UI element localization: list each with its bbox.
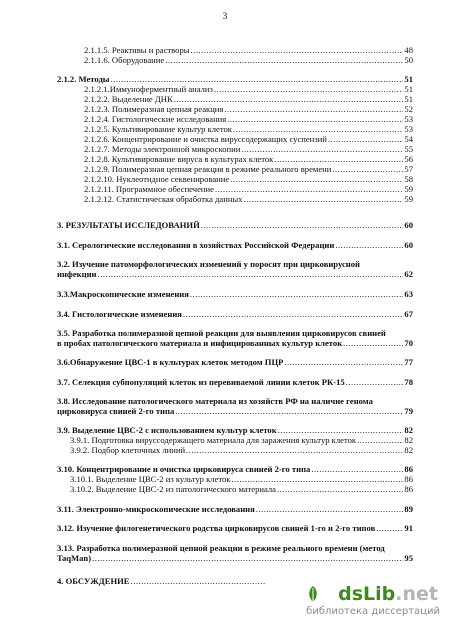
- toc-entry-3-10-1[interactable]: [70, 474, 413, 484]
- toc-entry-page: 82: [404, 445, 413, 455]
- toc-entry-page: 79: [404, 406, 413, 416]
- toc-entry-title: TaqMan): [57, 553, 92, 563]
- toc-entry-3[interactable]: [57, 220, 413, 230]
- toc-entry-page: 86: [404, 484, 413, 494]
- toc-entry-page: 50: [404, 55, 413, 65]
- toc-entry-title: 2.1.1.6. Оборудование: [84, 55, 165, 65]
- toc-entry-page: 82: [404, 425, 413, 435]
- toc-entry-title: 2.1.2.8. Культивирование вируса в культурах клеток: [84, 154, 274, 164]
- toc-entry-title: 3.6.Обнаружение ЦВС-1 в культурах клеток методом ПЦР: [57, 357, 284, 367]
- toc-entry-3-1[interactable]: [57, 240, 413, 250]
- toc-entry-3-5-line1: 3.5. Разработка полимеразной цепной реакции для выявления цирковирусов свиней: [57, 328, 386, 338]
- toc-entry-title: 3.3.Макроскопические изменения: [57, 289, 189, 299]
- toc-entry-3-7[interactable]: [57, 377, 413, 387]
- toc-entry-page: 78: [404, 377, 413, 387]
- toc-entry-title: 2.1.2.4. Гистологические исследования: [84, 114, 227, 124]
- toc-entry-title: 2.1.2.3. Полимеразная цепная реакция: [84, 104, 224, 114]
- toc-entry-title: 3.9. Выделение ЦВС-2 с использованием культур клеток: [57, 425, 277, 435]
- toc-entry-page: 89: [404, 504, 413, 514]
- toc-entry-3-8-line1: 3.8. Исследование патологического материала из хозяйств РФ на наличие генома: [57, 396, 373, 406]
- watermark-logo: dsLib.net: [338, 583, 438, 605]
- toc-entry-3-12[interactable]: [57, 523, 413, 533]
- toc-entry-2-1-2-12[interactable]: [84, 194, 413, 204]
- toc-entry-page: 86: [404, 474, 413, 484]
- toc-entry-title: 2.1.2.2. Выделение ДНК: [84, 94, 173, 104]
- toc-entry-title: 2.1.2. Методы: [57, 74, 110, 84]
- toc-entry-3-2[interactable]: [57, 269, 413, 279]
- toc-entry-2-1-1-5[interactable]: [84, 45, 413, 55]
- toc-entry-3-9[interactable]: [57, 425, 413, 435]
- toc-entry-title: 3.12. Изучение филогенетического родства цирковирусов свиней 1-го и 2-го типов: [57, 523, 376, 533]
- toc-entry-2-1-2-5[interactable]: [84, 124, 413, 134]
- toc-entry-page: 91: [404, 523, 413, 533]
- toc-entry-title: 3.10.2. Выделение ЦВС-2 из патологического материала: [70, 484, 276, 494]
- toc-entry-2-1-2-6[interactable]: [84, 134, 413, 144]
- toc-entry-2-1-2-7[interactable]: [84, 144, 413, 154]
- toc-entry-page: 51: [404, 84, 413, 94]
- toc-entry-page: 59: [404, 184, 413, 194]
- toc-entry-page: 70: [404, 338, 413, 348]
- toc-entry-title: 2.1.2.9. Полимеразная цепная реакция в режиме реального времени: [84, 164, 332, 174]
- toc-entry-2-1-2-1[interactable]: [84, 84, 413, 94]
- toc-entry-page: 51: [404, 74, 413, 84]
- toc-entry-title: 3.7. Селекция субпопуляций клеток из перевиваемой линии клеток РК-15: [57, 377, 345, 387]
- toc-entry-title: 3.11. Электронно-микроскопические исследования: [57, 504, 255, 514]
- toc-entry-title: 3.9.1. Подготовка вируссодержащего материала для заражения культур клеток: [70, 435, 357, 445]
- toc-entry-3-2-line1: 3.2. Изучение патоморфологических изменений у поросят при цирковирусной: [57, 259, 360, 269]
- toc-entry-title: 2.1.2.10. Нуклеотидное секвенирование: [84, 174, 230, 184]
- dslib-watermark[interactable]: [272, 583, 442, 623]
- toc-entry-title: инфекции: [57, 269, 97, 279]
- toc-entry-2-1-1-6[interactable]: [84, 55, 413, 65]
- toc-entry-page: 55: [404, 144, 413, 154]
- toc-entry-2-1-2-9[interactable]: [84, 164, 413, 174]
- toc-entry-title: 3. РЕЗУЛЬТАТЫ ИССЛЕДОВАНИЙ: [57, 220, 200, 230]
- toc-entry-title: 3.9.2. Подбор клеточных линий: [70, 445, 186, 455]
- watermark-tagline: библиотека диссертаций: [306, 606, 440, 617]
- toc-entry-title: 3.10.1. Выделение ЦВС-2 из культур клеток: [70, 474, 231, 484]
- toc-entry-page: 60: [404, 220, 413, 230]
- toc-entry-page: 57: [404, 164, 413, 174]
- toc-entry-page: 77: [404, 357, 413, 367]
- toc-entry-title: 2.1.2.6. Концентрирование и очистка вируссодержащих суспензий: [84, 134, 327, 144]
- toc-entry-3-4[interactable]: [57, 309, 413, 319]
- toc-entry-2-1-2-8[interactable]: [84, 154, 413, 164]
- toc-entry-3-13[interactable]: [57, 553, 413, 563]
- toc-entry-4[interactable]: [57, 576, 267, 586]
- toc-entry-page: 82: [404, 435, 413, 445]
- toc-entry-title: 2.1.2.12. Статистическая обработка данных: [84, 194, 243, 204]
- toc-entry-page: 67: [404, 309, 413, 319]
- toc-entry-3-11[interactable]: [57, 504, 413, 514]
- toc-entry-page: 56: [404, 154, 413, 164]
- toc-entry-page: 58: [404, 174, 413, 184]
- toc-entry-title: 3.10. Концентрирование и очистка цирковируса свиней 2-го типа: [57, 464, 311, 474]
- toc-entry-2-1-2-11[interactable]: [84, 184, 413, 194]
- toc-entry-page: 59: [404, 194, 413, 204]
- toc-entry-2-1-2-3[interactable]: [84, 104, 413, 114]
- toc-entry-3-13-line1: 3.13. Разработка полимеразной цепной реакции в режиме реального времени (метод: [57, 543, 385, 553]
- toc-entry-title: 2.1.1.5. Реактивы и растворы: [84, 45, 190, 55]
- toc-entry-page: 53: [404, 114, 413, 124]
- toc-entry-title: 3.4. Гистологические изменения: [57, 309, 182, 319]
- toc-entry-title: 3.1. Серологические исследования в хозяйствах Российской Федерации: [57, 240, 335, 250]
- toc-entry-page: 63: [404, 289, 413, 299]
- leaf-icon: [306, 585, 320, 603]
- toc-entry-title: 2.1.2.5. Культивирование культур клеток: [84, 124, 232, 134]
- toc-entry-title: 4. ОБСУЖДЕНИЕ: [57, 576, 130, 586]
- toc-entry-title: в пробах патологического материала и инфицированных культур клеток: [57, 338, 343, 348]
- toc-entry-page: 60: [404, 240, 413, 250]
- toc-entry-3-5[interactable]: [57, 338, 413, 348]
- toc-entry-page: 51: [404, 94, 413, 104]
- toc-entry-page: 52: [404, 104, 413, 114]
- toc-entry-3-6[interactable]: [57, 357, 413, 367]
- toc-entry-title: 2.1.2.1.Иммуноферментный анализ: [84, 84, 213, 94]
- toc-entry-page: 62: [404, 269, 413, 279]
- toc-entry-3-8[interactable]: [57, 406, 413, 416]
- toc-entry-3-10[interactable]: [57, 464, 413, 474]
- page-number: 3: [222, 12, 228, 22]
- toc-entry-page: 54: [404, 134, 413, 144]
- toc-entry-2-1-2[interactable]: [57, 74, 413, 84]
- toc-entry-2-1-2-2[interactable]: [84, 94, 413, 104]
- toc-entry-title: 2.1.2.7. Методы электронной микроскопии: [84, 144, 241, 154]
- toc-entry-2-1-2-10[interactable]: [84, 174, 413, 184]
- toc-entry-3-10-2[interactable]: [70, 484, 413, 494]
- toc-entry-title: цирковируса свиней 2-го типа: [57, 406, 175, 416]
- toc-entry-page: 86: [404, 464, 413, 474]
- toc-entry-title: 2.1.2.11. Программное обеспечение: [84, 184, 214, 194]
- toc-entry-page: 48: [404, 45, 413, 55]
- toc-entry-page: 95: [404, 553, 413, 563]
- toc-entry-3-9-2[interactable]: [70, 445, 413, 455]
- toc-entry-3-9-1[interactable]: [70, 435, 413, 445]
- toc-entry-3-3[interactable]: [57, 289, 413, 299]
- toc-entry-2-1-2-4[interactable]: [84, 114, 413, 124]
- toc-entry-page: 53: [404, 124, 413, 134]
